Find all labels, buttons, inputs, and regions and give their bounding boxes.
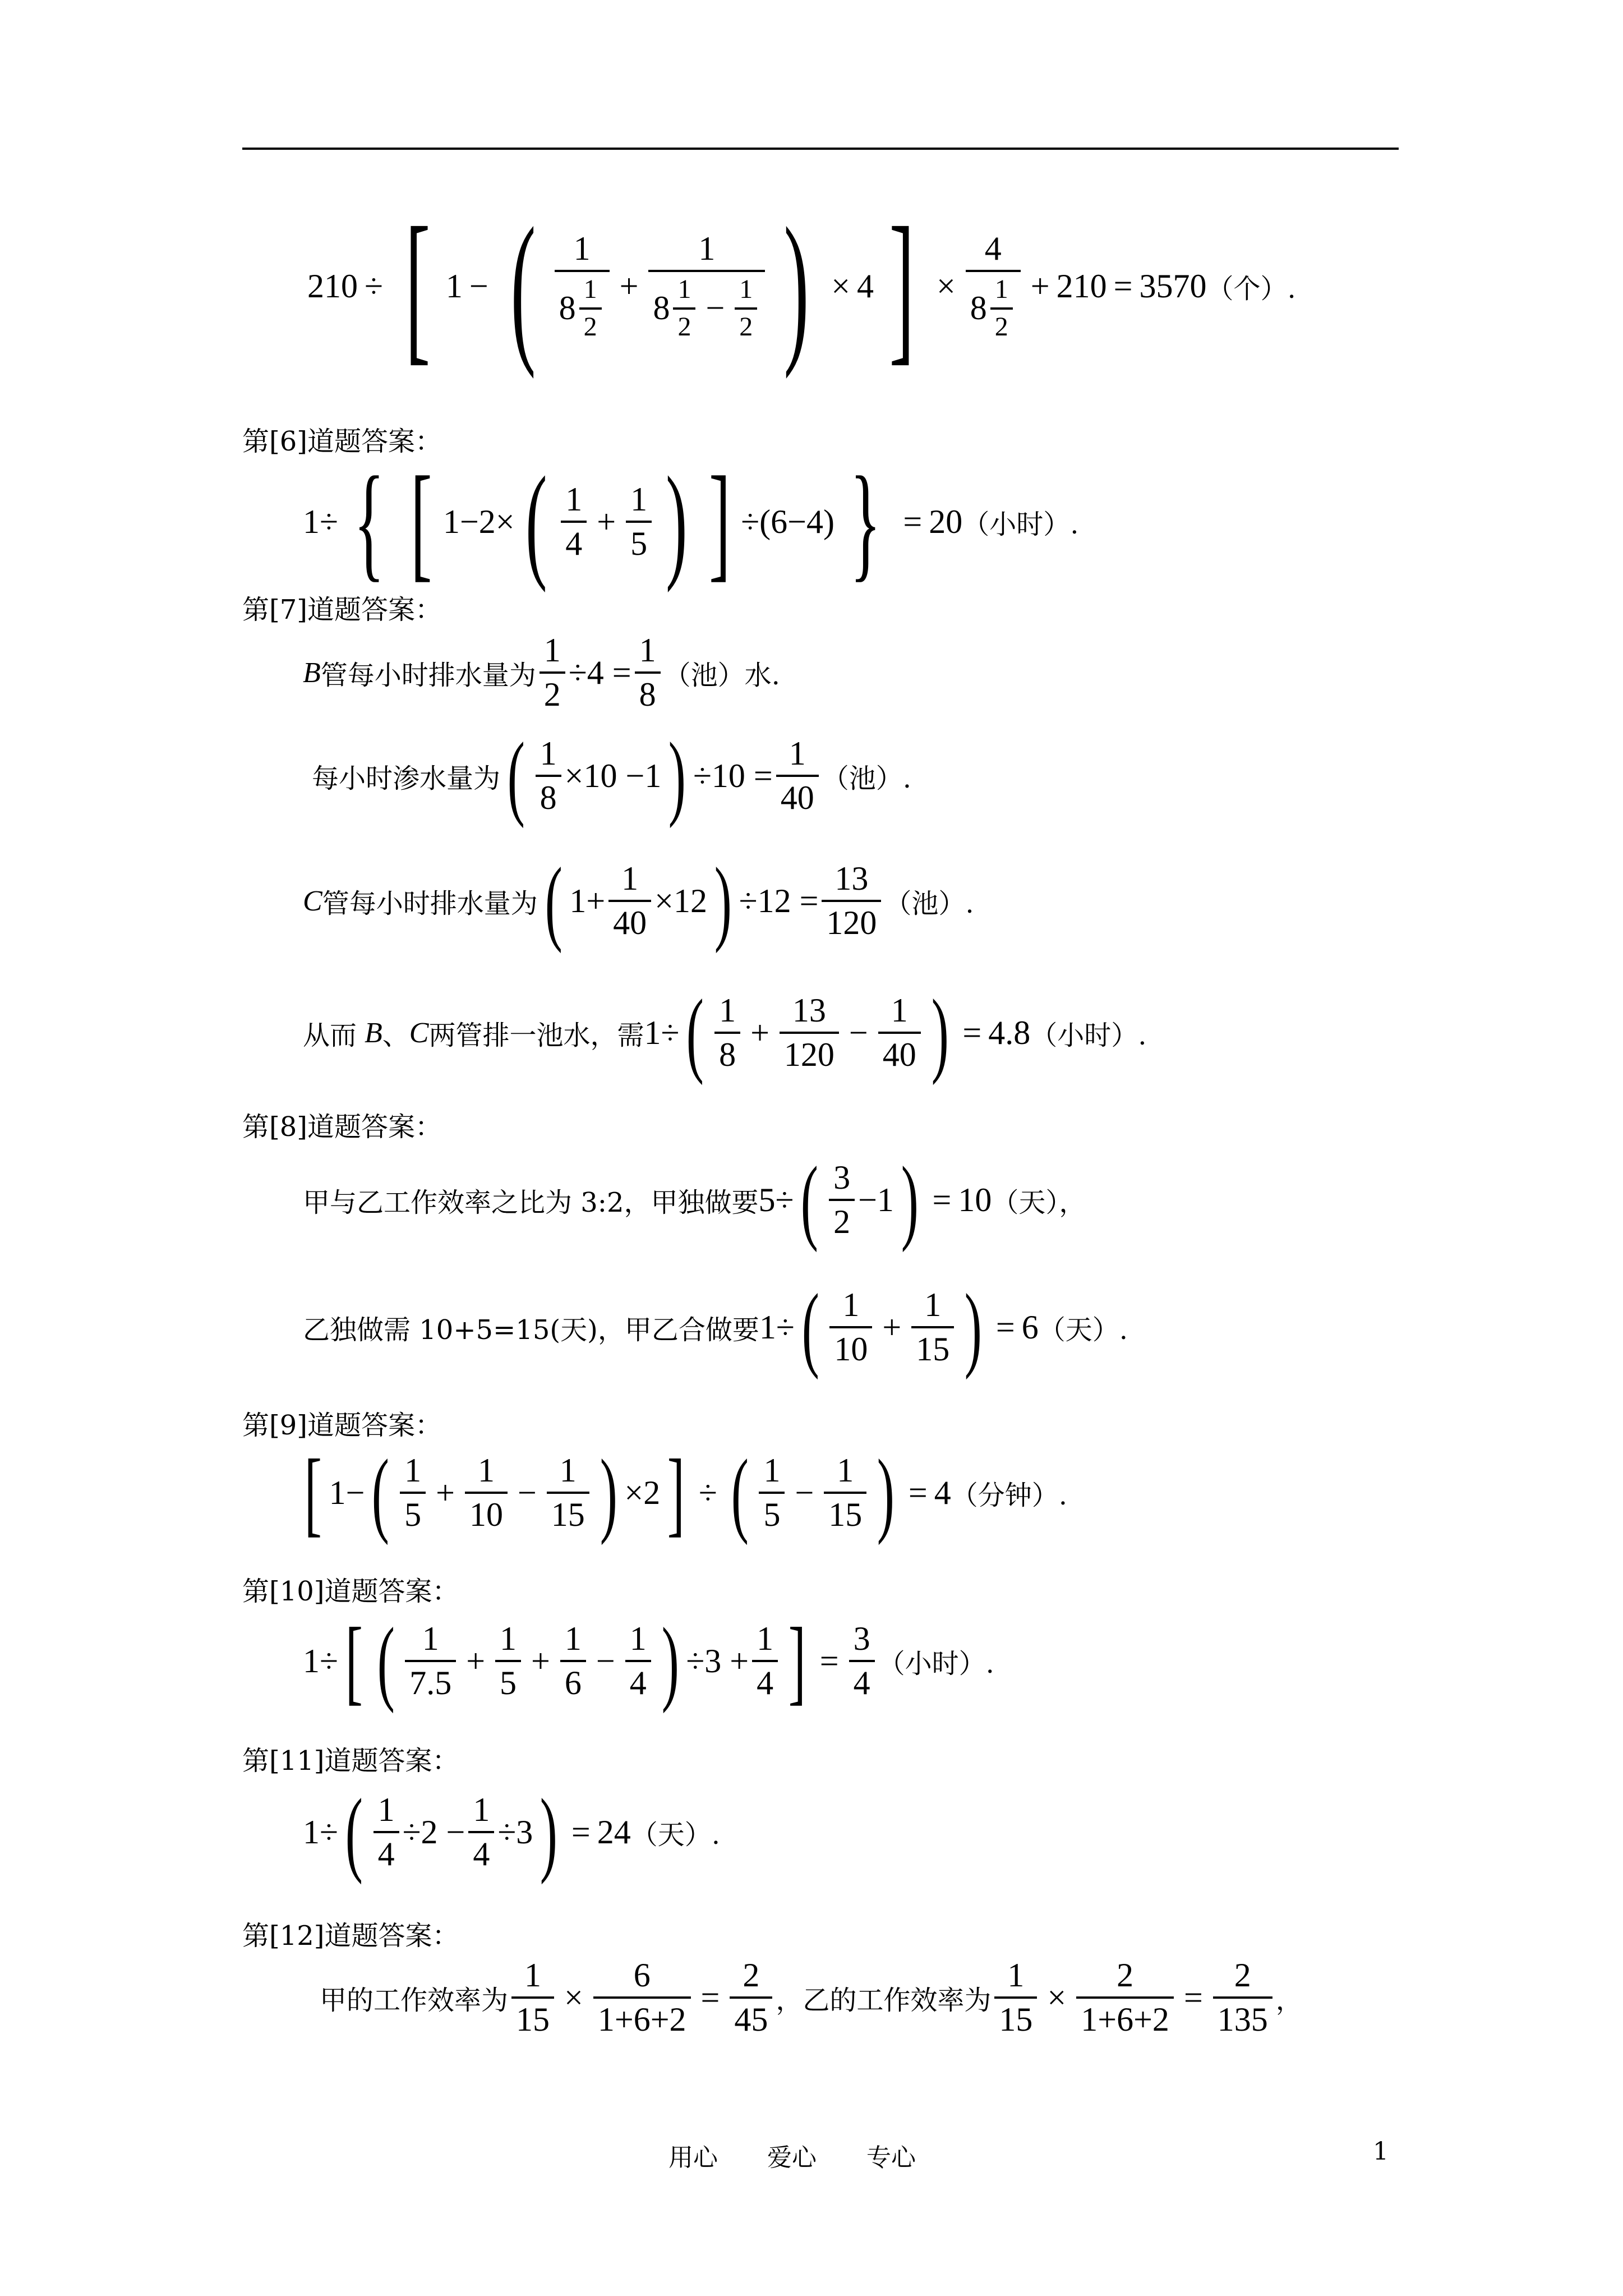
left-bracket: [ — [405, 193, 431, 379]
right-paren: ) — [783, 193, 809, 379]
footer-text-3: 专心 — [866, 2143, 916, 2172]
heading-q10: 第[10]道题答案： — [242, 1576, 459, 1607]
q7-line3: C 管每小时排水量为 ( 1+ $\frac{1}{40}$ ×12 ) ÷12 = $\frac{13}{120}$ （池）. — [303, 848, 974, 954]
number: 1 — [445, 267, 463, 305]
operator: × — [831, 267, 851, 305]
operator: + — [1030, 267, 1050, 305]
heading-q11: 第[11]道题答案： — [242, 1745, 459, 1777]
number: 210 — [1056, 267, 1107, 305]
equation-q9: [ 1− ( $\frac{1}{5}$ + $\frac{1}{10}$ − $\frac{1}{15}$ ) ×2 ] ÷ ( $\frac{1}{5}$ − $\frac{1}{15}$ ) = 4 （分钟）. — [304, 1440, 1068, 1545]
fraction: 1 8 $\frac{1}{2}$ − $\frac{1}{2}$ — [648, 231, 765, 341]
heading-q6: 第[6]道题答案： — [242, 426, 442, 457]
heading-q12: 第[12]道题答案： — [242, 1920, 459, 1952]
fraction: $\frac{1}{5}$ — [626, 482, 652, 562]
q7-line2: 每小时渗水量为 ( $\frac{1}{8}$ ×10 −1 ) ÷10 = $\frac{1}{40}$ （池）. — [312, 723, 911, 829]
heading-q7: 第[7]道题答案： — [242, 594, 442, 625]
q8-line2: 乙独做需 10+5=15(天)，甲乙合做要 1÷ ( $\frac{1}{10}$ + $\frac{1}{15}$ ) = 6 （天）. — [303, 1274, 1128, 1380]
operator: = — [1113, 267, 1133, 305]
q8-line1: 甲与乙工作效率之比为 3:2，甲独做要 5÷ ( $\frac{3}{2}$ −1 ) = 10 （天）， — [303, 1147, 1086, 1253]
result: 20 — [929, 503, 963, 540]
left-paren: ( — [510, 193, 536, 379]
footer-text-2: 爱心 — [767, 2143, 817, 2172]
number: 210 — [307, 267, 358, 305]
operator: + — [619, 267, 639, 305]
operator: ÷ — [365, 267, 383, 305]
equation-q5 — [307, 193, 1296, 379]
equation-q6: 1÷ { [ 1−2× ( $\frac{1}{4}$ + $\frac{1}{5}$ ) ] ÷(6−4) } = 20 （小时）. — [303, 450, 1079, 593]
result: 3570 — [1139, 267, 1207, 305]
fraction: 1 8 $\frac{1}{2}$ — [555, 231, 610, 341]
right-bracket: ] — [889, 193, 915, 379]
q7-line4: 从而 B 、 C 两管排一池水，需 1÷ ( $\frac{1}{8}$ + $\frac{13}{120}$ − $\frac{1}{40}$ ) = 4.8 （小时）. — [303, 980, 1147, 1085]
equation-q11: 1÷ ( $\frac{1}{4}$ ÷2 − $\frac{1}{4}$ ÷3 ) = 24 （天）. — [303, 1779, 721, 1885]
equation-q10: 1÷ [ ( $\frac{1}{7.5}$ + $\frac{1}{5}$ + $\frac{1}{6}$ − $\frac{1}{4}$ ) ÷3 + $\frac{1}{4}$ ] = $\frac{3}{4}$ （小时）. — [303, 1608, 994, 1714]
footer-text-1: 用心 — [668, 2143, 718, 2172]
header-rule — [242, 148, 1399, 150]
fraction: $\frac{1}{4}$ — [561, 482, 587, 562]
unit: （个）. — [1206, 273, 1296, 305]
operator: − — [469, 267, 488, 305]
heading-q8: 第[8]道题答案： — [242, 1111, 442, 1143]
heading-q9: 第[9]道题答案： — [242, 1410, 442, 1441]
number: 4 — [857, 267, 874, 305]
fraction: 4 8 $\frac{1}{2}$ — [966, 231, 1021, 341]
operator: × — [936, 267, 956, 305]
q7-line1: B 管每小时排水量为 $\frac{1}{2}$ ÷4 = $\frac{1}{8}$ （池）水. — [303, 632, 780, 713]
q12-line1: 甲的工作效率为 $\frac{1}{15}$ × $\frac{6}{1+6+2}$ = $\frac{2}{45}$ ，乙的工作效率为 $\frac{1}{15}$ × $\frac{2}{1+6+2}$ = $\frac{2}{135}$ ， — [320, 1957, 1303, 2038]
page-number: 1 — [1373, 2137, 1389, 2166]
